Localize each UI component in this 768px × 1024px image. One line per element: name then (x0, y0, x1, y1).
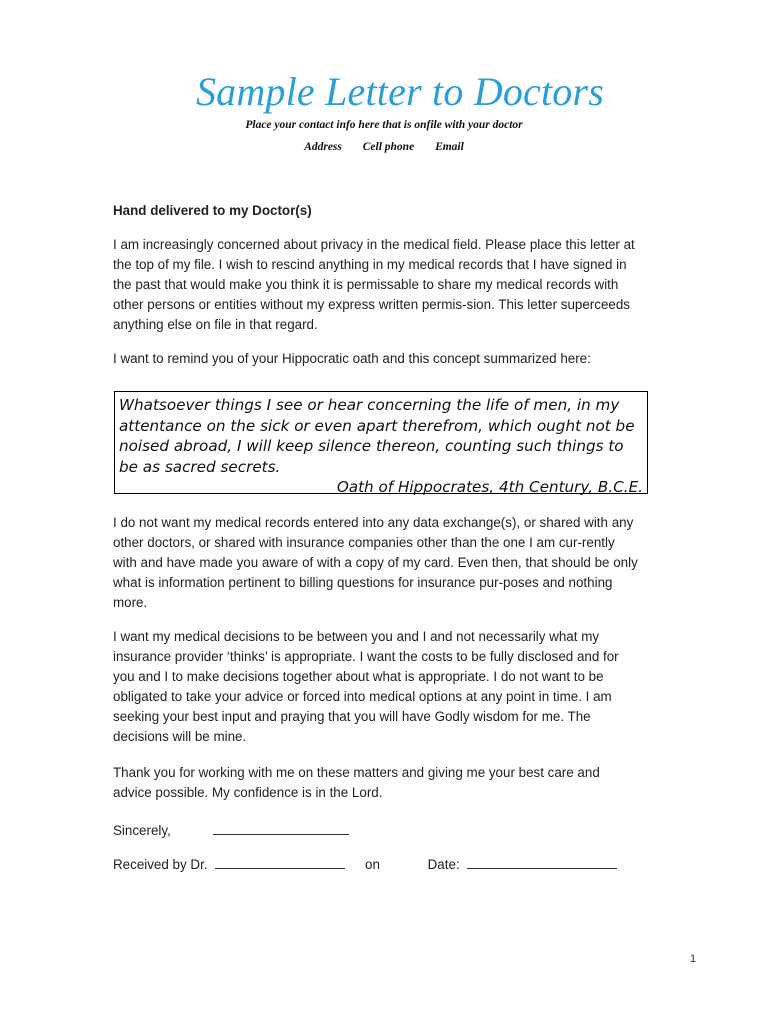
letter-heading: Hand delivered to my Doctor(s) (113, 203, 312, 218)
on-label: on (365, 857, 380, 872)
signature-blank-line (213, 820, 349, 835)
contact-instruction: Place your contact info here that is onfile with your doctor (245, 119, 523, 131)
paragraph-hippocratic-reminder: I want to remind you of your Hippocratic oath and this concept summarized here: (113, 351, 591, 366)
email-label: Email (435, 141, 464, 153)
received-by-label: Received by Dr. (113, 857, 208, 872)
cell-phone-label: Cell phone (362, 141, 415, 153)
contact-fields (0, 141, 768, 153)
quote-text: Whatsoever things I see or hear concerning the life of men, in my attentance on the sick or even apart therefrom, which ought not be noised abroad, I will keep silence thereon, counting such things to be as sacred secrets. (119, 396, 635, 476)
paragraph-thank-you: Thank you for working with me on these matters and giving me your best care and advice possible. My confidence is in the Lord. (113, 765, 600, 800)
quote-attribution: Oath of Hippocrates, 4th Century, B.C.E. (336, 478, 643, 496)
doctor-name-blank-line (215, 854, 345, 869)
paragraph-medical-decisions: I want my medical decisions to be between you and I and not necessarily what my insurance provider ‘thinks’ is appropriate. I want the costs to be fully disclosed and for you and I to make decisions together about what is appropriate. I do not want to be obligated to take your advice or forced into medical options at any point in time. I am seeking your best input and praying that you will have Godly wisdom for me. The decisions will be mine. (113, 629, 619, 744)
signature-row (113, 820, 349, 838)
date-blank-line (467, 854, 617, 869)
received-row (113, 854, 617, 872)
sincerely-label: Sincerely, (113, 823, 171, 838)
address-label: Address (304, 141, 342, 153)
page-number: 1 (690, 953, 697, 965)
date-label: Date: (427, 857, 460, 872)
hippocratic-quote-box (114, 391, 648, 494)
document-title: Sample Letter to Doctors (195, 69, 605, 114)
paragraph-privacy: I am increasingly concerned about privacy in the medical field. Please place this letter at the top of my file. I wish to rescind anything in my medical records that I have signed in the past that would make you think it is permissable to share my medical records with other persons or entities without my express written permis-sion. This letter superceeds anything else on file in that regard. (113, 237, 635, 332)
paragraph-data-exchange: I do not want my medical records entered into any data exchange(s), or shared with any other doctors, or shared with insurance companies other than the one I am cur-rently with and have made you aware of with a copy of my card. Even then, that should be only what is information pertinent to billing questions for insurance pur-poses and nothing more. (113, 515, 638, 610)
